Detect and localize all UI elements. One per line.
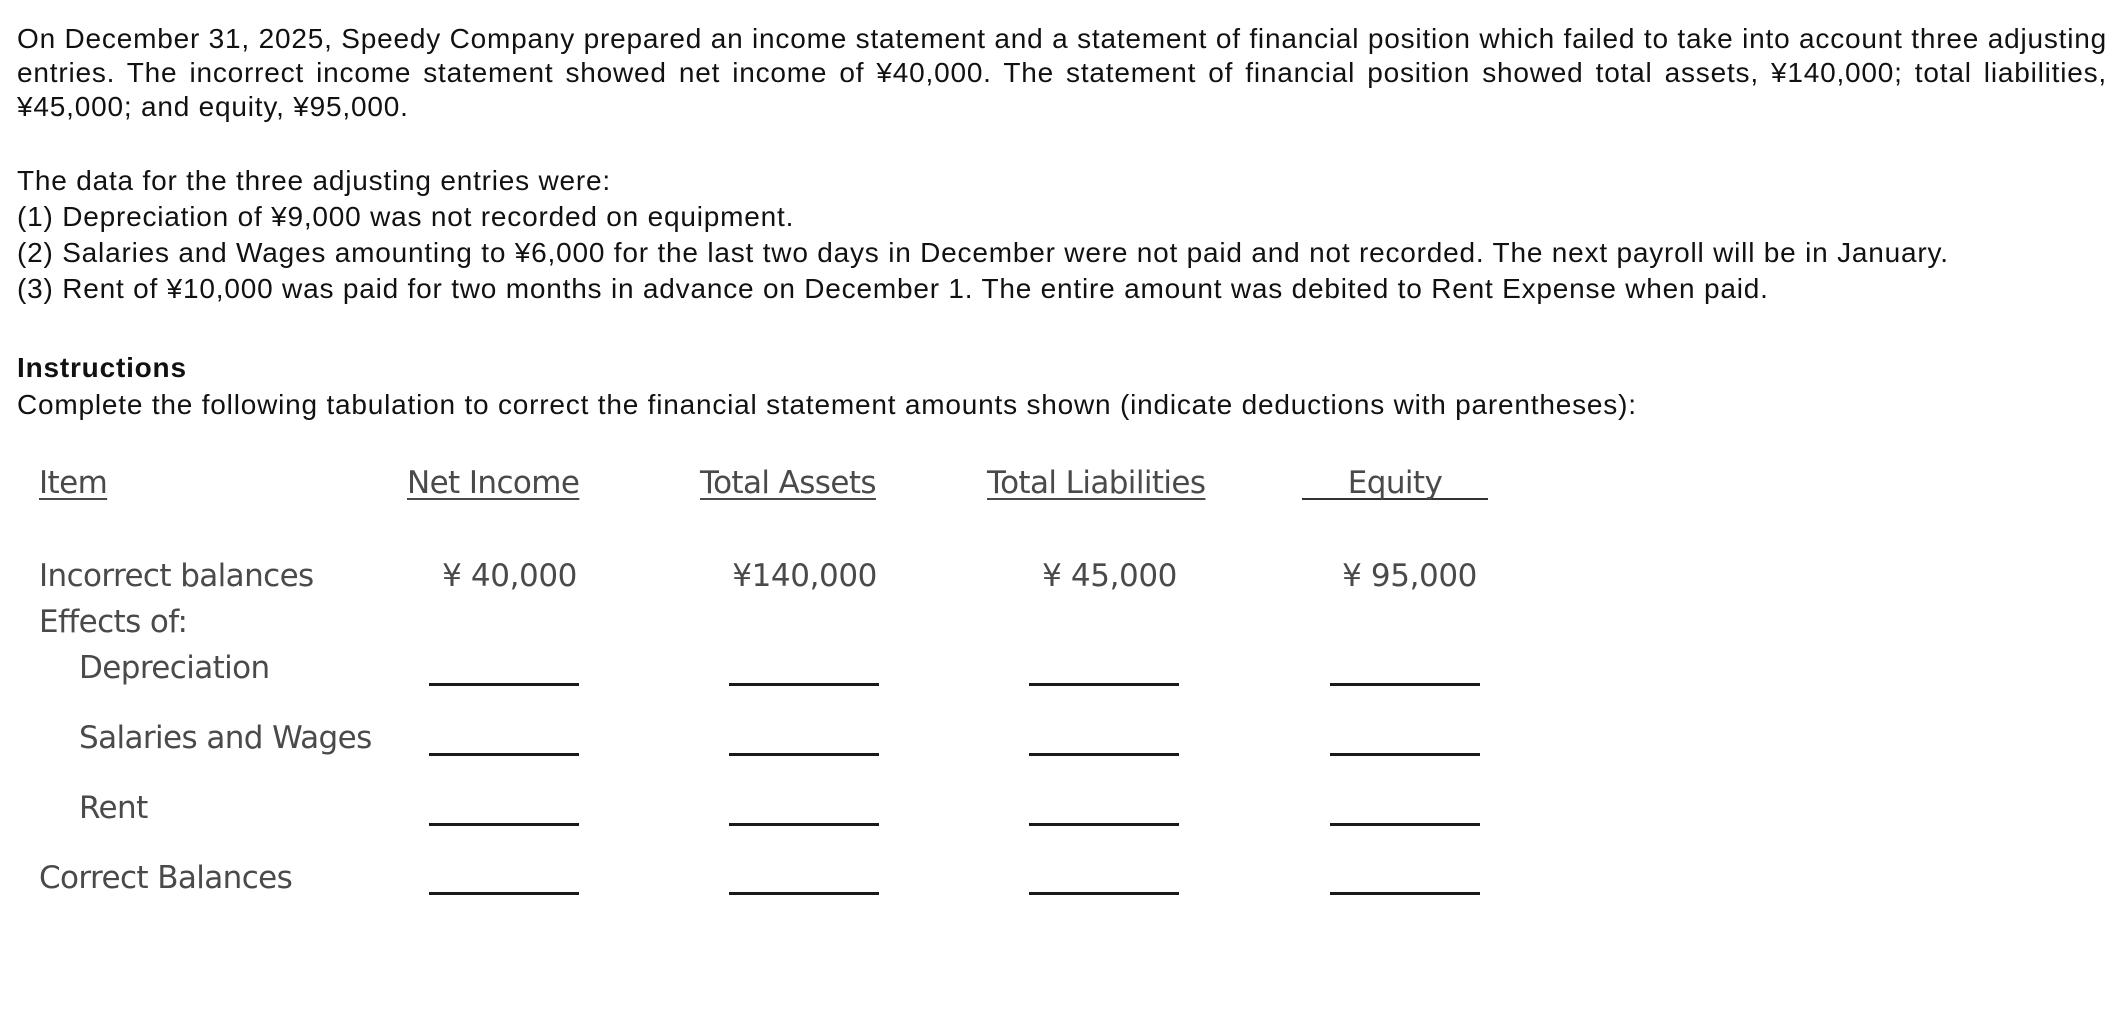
problem-intro: On December 31, 2025, Speedy Company prepared an income statement and a statement of financial position which failed to take into account three adjusting entries. The incorrect income statement showed net income of ¥40,000. The statement of financial position showed total assets, ¥140,000; total liabilities, ¥45,000; and equity, ¥95,000. bbox=[17, 23, 2107, 122]
incorrect-total-assets: ¥140,000 bbox=[732, 558, 877, 594]
adjustment-depreciation: (1) Depreciation of ¥9,000 was not recorded on equipment. bbox=[17, 201, 795, 232]
correct-net-income-blank[interactable] bbox=[429, 892, 579, 895]
header-total-assets: Total Assets bbox=[700, 465, 876, 501]
rent-total-assets-blank[interactable] bbox=[729, 823, 879, 826]
depreciation-total-liabilities-blank[interactable] bbox=[1029, 683, 1179, 686]
rent-equity-blank[interactable] bbox=[1330, 823, 1480, 826]
adjustment-rent: (3) Rent of ¥10,000 was paid for two months in advance on December 1. The entire amount was debited to Rent Expense when paid. bbox=[17, 273, 1769, 304]
header-total-liabilities: Total Liabilities bbox=[987, 465, 1206, 501]
tabulation-table bbox=[17, 0, 2107, 1020]
salaries-equity-blank[interactable] bbox=[1330, 753, 1480, 756]
incorrect-total-liabilities: ¥ 45,000 bbox=[1042, 558, 1177, 594]
header-item: Item bbox=[39, 465, 108, 501]
header-equity: Equity bbox=[1302, 462, 1488, 500]
instructions-text: Complete the following tabulation to correct the financial statement amounts shown (indicate deductions with parentheses): bbox=[17, 389, 1637, 420]
rent-net-income-blank[interactable] bbox=[429, 823, 579, 826]
incorrect-net-income: ¥ 40,000 bbox=[442, 558, 577, 594]
header-net-income: Net Income bbox=[407, 465, 580, 501]
row-label-depreciation: Depreciation bbox=[79, 650, 270, 686]
row-label-correct-balances: Correct Balances bbox=[39, 860, 293, 896]
document-page bbox=[17, 0, 2107, 1020]
salaries-total-liabilities-blank[interactable] bbox=[1029, 753, 1179, 756]
incorrect-equity: ¥ 95,000 bbox=[1342, 558, 1477, 594]
correct-total-liabilities-blank[interactable] bbox=[1029, 892, 1179, 895]
correct-total-assets-blank[interactable] bbox=[729, 892, 879, 895]
rent-total-liabilities-blank[interactable] bbox=[1029, 823, 1179, 826]
correct-equity-blank[interactable] bbox=[1330, 892, 1480, 895]
row-label-rent: Rent bbox=[79, 790, 148, 826]
row-label-salaries-and-wages: Salaries and Wages bbox=[79, 720, 372, 756]
instructions-heading: Instructions bbox=[17, 352, 187, 383]
depreciation-total-assets-blank[interactable] bbox=[729, 683, 879, 686]
salaries-net-income-blank[interactable] bbox=[429, 753, 579, 756]
adjustment-salaries: (2) Salaries and Wages amounting to ¥6,000 for the last two days in December were not paid and not recorded. The next payroll will be in January. bbox=[17, 237, 1949, 268]
row-label-effects-of: Effects of: bbox=[39, 604, 188, 640]
depreciation-net-income-blank[interactable] bbox=[429, 683, 579, 686]
adjusting-entries-heading: The data for the three adjusting entries were: bbox=[17, 165, 612, 196]
salaries-total-assets-blank[interactable] bbox=[729, 753, 879, 756]
depreciation-equity-blank[interactable] bbox=[1330, 683, 1480, 686]
row-label-incorrect-balances: Incorrect balances bbox=[39, 558, 314, 594]
